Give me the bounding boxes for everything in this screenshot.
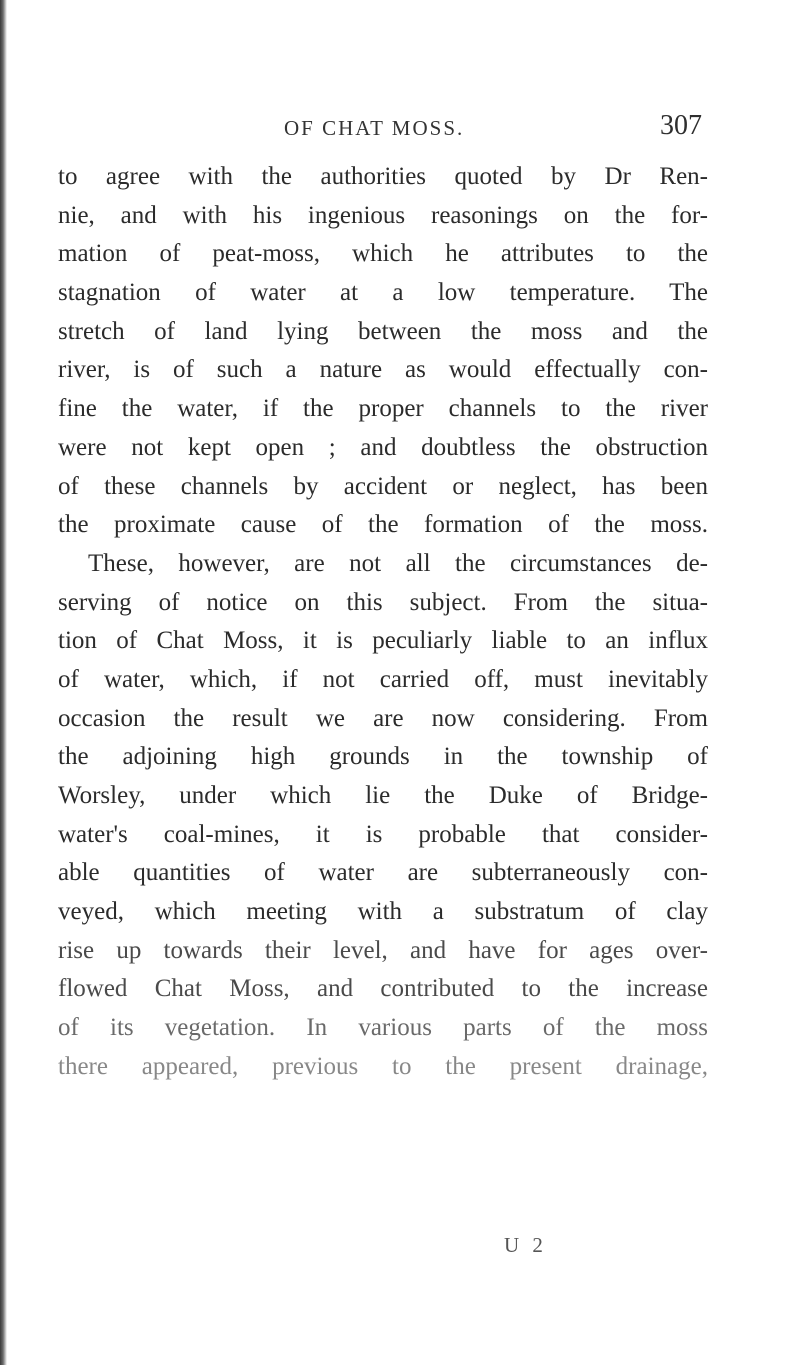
text-line: stretch of land lying between the moss and the xyxy=(58,317,708,345)
text-line: river, is of such a nature as would effectually con- xyxy=(58,356,708,384)
text-line: there appeared, previous to the present drainage, xyxy=(58,1052,708,1080)
text-line: serving of notice on this subject. From the situa- xyxy=(58,588,708,616)
text-line: the adjoining high grounds in the township of xyxy=(58,743,708,771)
text-line: tion of Chat Moss, it is peculiarly liable to an influx xyxy=(58,627,708,655)
page-number: 307 xyxy=(660,110,702,141)
text-line: of its vegetation. In various parts of the moss xyxy=(58,1014,708,1042)
text-line: occasion the result we are now considering. From xyxy=(58,704,708,732)
text-line: of these channels by accident or neglect, has been xyxy=(58,472,708,500)
body-text xyxy=(58,158,708,1087)
signature-mark: U 2 xyxy=(504,1233,547,1257)
text-line: veyed, which meeting with a substratum of clay xyxy=(58,898,708,926)
text-line: flowed Chat Moss, and contributed to the increase xyxy=(58,975,708,1003)
text-line: to agree with the authorities quoted by Dr Ren- xyxy=(58,163,708,190)
text-line: mation of peat-moss, which he attributes to the xyxy=(58,240,708,268)
page-binding-edge xyxy=(0,0,7,1365)
text-line: rise up towards their level, and have for ages over- xyxy=(58,936,708,964)
text-line: of water, which, if not carried off, must inevitably xyxy=(58,665,708,693)
text-line: able quantities of water are subterraneously con- xyxy=(58,859,708,887)
running-title: OF CHAT MOSS. xyxy=(284,116,465,140)
text-line: the proximate cause of the formation of the moss. xyxy=(58,511,708,539)
text-line: Worsley, under which lie the Duke of Bridge- xyxy=(58,782,708,809)
text-line: nie, and with his ingenious reasonings on the for- xyxy=(58,201,708,229)
book-page xyxy=(58,108,708,1087)
paragraph xyxy=(58,158,708,545)
text-line: These, however, are not all the circumstances de- xyxy=(88,549,708,577)
text-line: stagnation of water at a low temperature. The xyxy=(58,279,708,307)
paragraph xyxy=(58,545,708,1087)
text-line: water's coal-mines, it is probable that consider- xyxy=(58,820,708,848)
text-line: fine the water, if the proper channels to the river xyxy=(58,395,708,423)
running-head xyxy=(58,108,708,152)
text-line: were not kept open ; and doubtless the obstruction xyxy=(58,433,708,461)
